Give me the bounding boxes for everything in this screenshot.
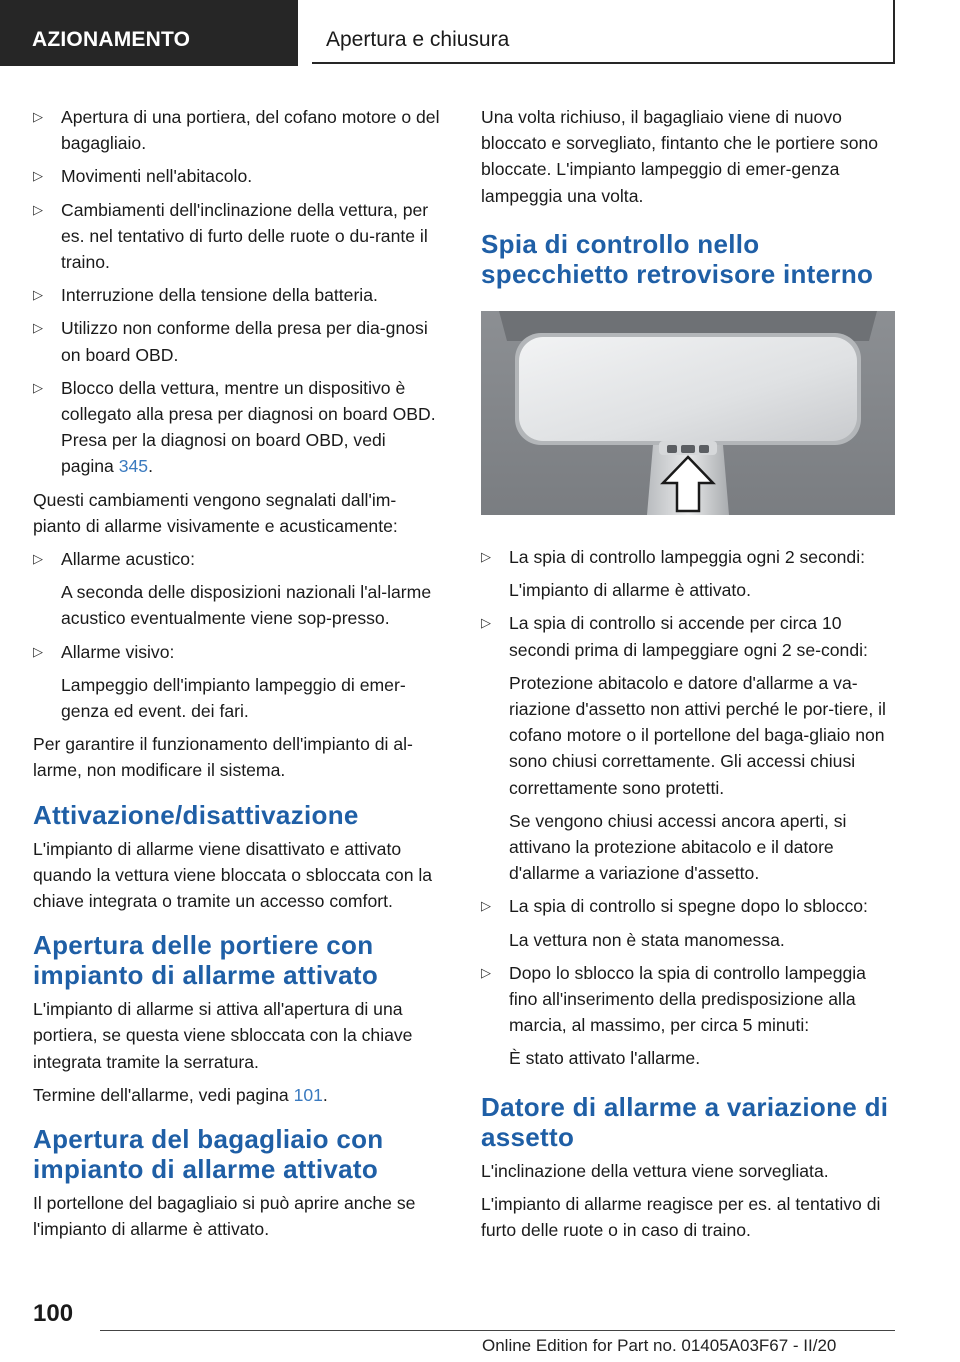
heading-trunk: Apertura del bagagliaio con impianto di allarme attivato [33,1124,384,1185]
list-item-detail: Lampeggio dell'impianto lampeggio di emer-genza ed event. dei fari. [61,674,406,722]
list-item: ▷ Allarme acustico: [33,546,443,572]
triangle-bullet-icon: ▷ [33,109,43,124]
rearview-mirror-illustration [481,311,895,515]
heading-doors: Apertura delle portiere con impianto di allarme attivato [33,930,379,991]
list-item: ▷ Allarme visivo: [33,639,443,665]
triangle-bullet-icon: ▷ [481,615,491,631]
triangle-bullet-icon: ▷ [33,201,43,217]
triangle-bullet-icon: ▷ [33,551,43,567]
list-item: ▷ Dopo lo sblocco la spia di controllo lampeggia fino all'inserimento della predisposizione alla marcia, al massimo, per circa 5 minuti: [481,960,895,1039]
right-column [481,104,895,1250]
page-header [0,0,960,66]
footer-divider [100,1330,895,1331]
list-item: ▷ Blocco della vettura, mentre un dispositivo è collegato alla presa per diagnosi on board OBD. Presa per la diagnosi on board OBD, vedi pagina 345. [33,375,443,480]
list-item: ▷ Cambiamenti dell'inclinazione della vettura, per es. nel tentativo di furto delle ruote o du-rante il traino. [33,197,443,276]
list-item-detail: L'impianto di allarme è attivato. [509,580,751,601]
chapter-title: Apertura e chiusura [312,0,895,64]
list-item: ▷ Movimenti nell'abitacolo. [33,163,443,189]
list-item-detail: A seconda delle disposizioni nazionali l'al-larme acustico eventualmente viene sop-presso. [61,582,432,629]
section-tab: AZIONAMENTO [0,0,298,66]
edition-note: Online Edition for Part no. 01405A03F67 - II/20 [482,1336,837,1355]
triangle-bullet-icon: ▷ [33,287,43,303]
list-item-detail: La vettura non è stata manomessa. [509,929,785,950]
paragraph: L'impianto di allarme si attiva all'apertura di una portiera, se questa viene sbloccata con la chiave integrata tramite la serratura. [33,999,413,1072]
list-item-detail: È stato attivato l'allarme. [509,1048,701,1069]
heading-mirror: Spia di controllo nello specchietto retrovisore interno [481,228,874,289]
left-column [33,104,443,1250]
triangle-bullet-icon: ▷ [33,320,43,336]
list-item: ▷ Interruzione della tensione della batteria. [33,282,443,308]
page-link-345[interactable]: 345 [118,456,149,477]
list-item-detail: Protezione abitacolo e datore d'allarme a va-riazione d'assetto non attivi perché le por-tiere, il cofano motore o il portellone del baga-gliaio non sono chiusi correttamente. Gli accessi chiusi correttamente sono protetti. [509,672,886,798]
page-link-101[interactable]: 101 [293,1084,323,1105]
paragraph: Il portellone del bagagliaio si può aprire anche se l'impianto di allarme è attivato. [33,1193,416,1240]
paragraph: L'impianto di allarme viene disattivato e attivato quando la vettura viene bloccata o sbloccata con la chiave integrata o tramite un accesso comfort. [33,838,433,912]
heading-activation: Attivazione/disattivazione [33,799,359,830]
paragraph: Questi cambiamenti vengono segnalati dall'im-pianto di allarme visivamente e acusticamente: [33,489,398,536]
list-item: ▷ La spia di controllo lampeggia ogni 2 secondi: [481,544,895,570]
heading-tilt-sensor: Datore di allarme a variazione di assetto [481,1091,889,1152]
paragraph: L'impianto di allarme reagisce per es. al tentativo di furto delle ruote o in caso di traino. [481,1193,881,1241]
list-item: ▷ La spia di controllo si accende per circa 10 secondi prima di lampeggiare ogni 2 se-condi: [481,610,895,662]
page-number: 100 [33,1300,74,1327]
triangle-bullet-icon: ▷ [33,643,43,659]
list-item: ▷ La spia di controllo si spegne dopo lo sblocco: [481,893,895,919]
paragraph: Una volta richiuso, il bagagliaio viene di nuovo bloccato e sorvegliato, fintanto che le portiere sono bloccate. L'impianto lampeggio di emer-genza lampeggia una volta. [481,107,879,206]
paragraph: L'inclinazione della vettura viene sorvegliata. [481,1160,829,1181]
triangle-bullet-icon: ▷ [33,379,43,395]
list-item: ▷ Utilizzo non conforme della presa per dia-gnosi on board OBD. [33,315,443,367]
list-item: ▷ Apertura di una portiera, del cofano motore o del bagagliaio. [33,104,443,156]
paragraph: Termine dell'allarme, vedi pagina 101. [33,1084,328,1105]
triangle-bullet-icon: ▷ [481,898,491,914]
triangle-bullet-icon: ▷ [481,964,491,980]
triangle-bullet-icon: ▷ [33,168,43,184]
paragraph: Per garantire il funzionamento dell'impianto di al-larme, non modificare il sistema. [33,734,413,781]
triangle-bullet-icon: ▷ [481,549,491,565]
list-item-detail: Se vengono chiusi accessi ancora aperti, si attivano la protezione abitacolo e il datore d'allarme a variazione d'assetto. [509,810,847,884]
